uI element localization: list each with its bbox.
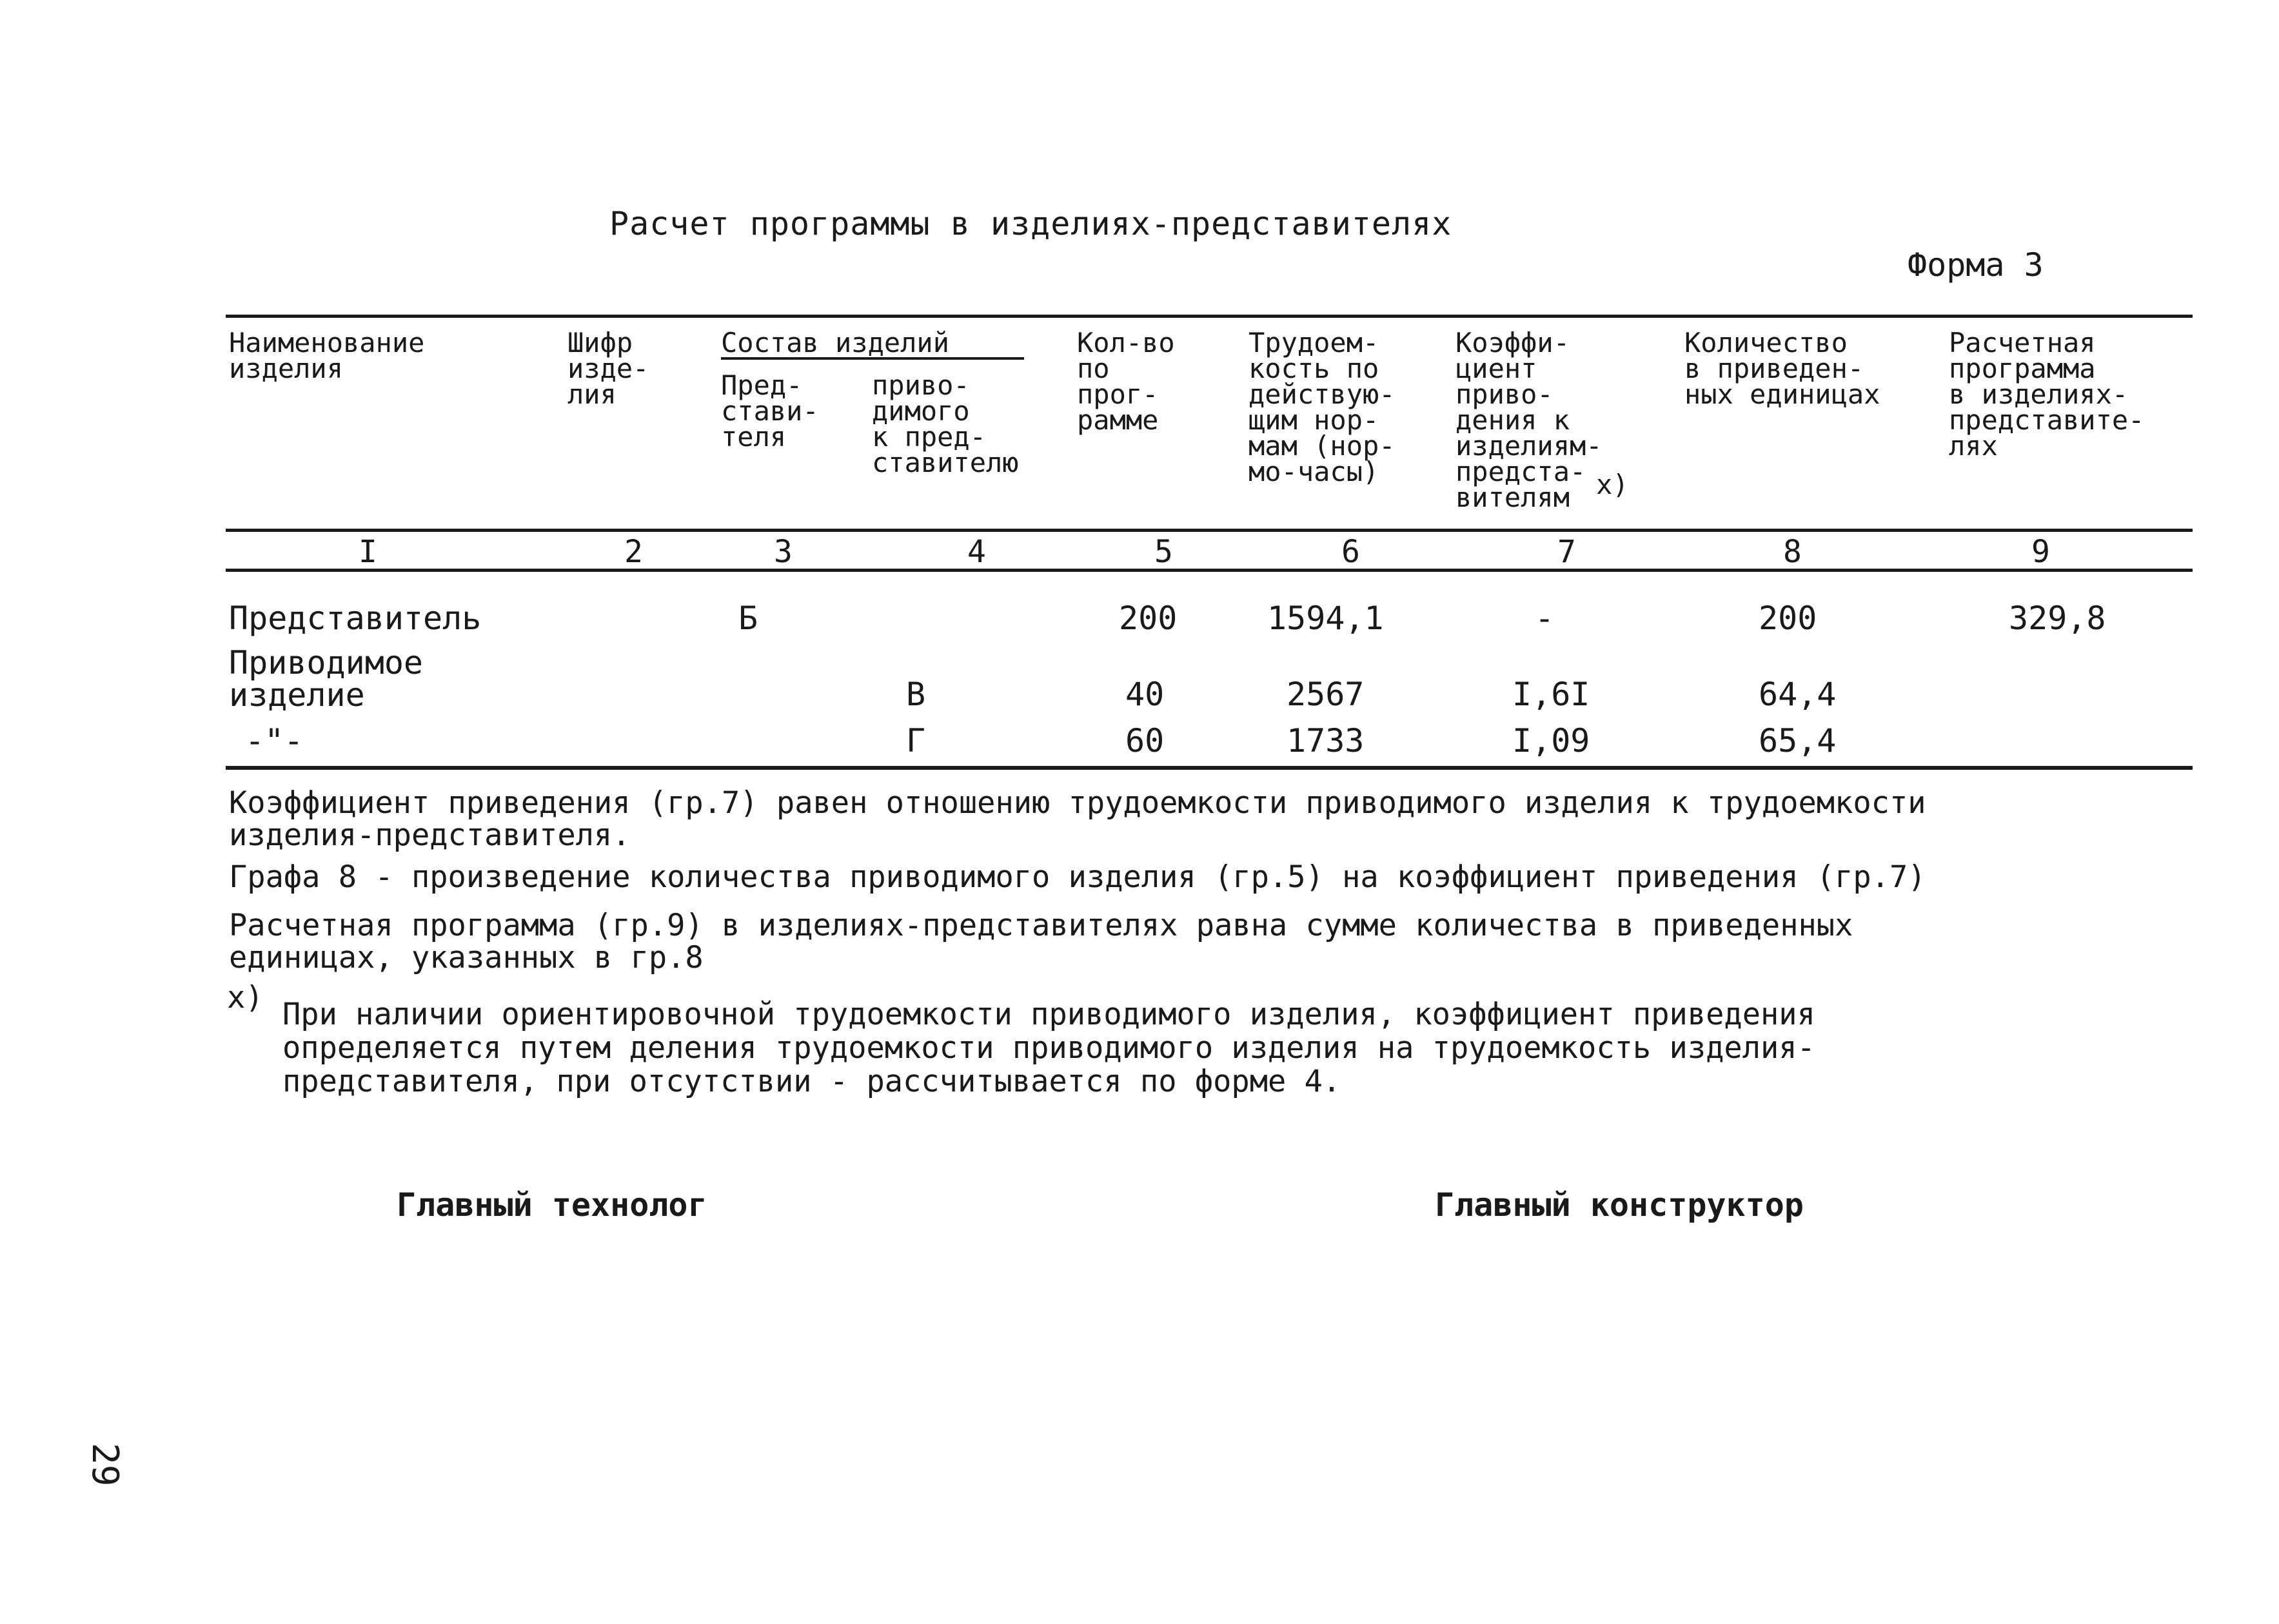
footnote-mark: х) <box>227 980 264 1015</box>
table-top-rule <box>226 315 2193 318</box>
note-program-line1: Расчетная программа (гр.9) в изделиях-представителях равна сумме количества в приведенных <box>229 908 1853 943</box>
note-program-line2: единицах, указанных в гр.8 <box>229 940 704 975</box>
header-program: Расчетная программа в изделиях- представите- лях <box>1949 327 2145 462</box>
table-bottom-rule <box>226 766 2193 770</box>
row3-name: -"- <box>245 722 304 759</box>
footnote-line1: При наличии ориентировочной трудоемкости приводимого изделия, коэффициент приведения <box>282 997 1815 1032</box>
row3-reduced-item: Г <box>906 722 926 759</box>
form-label: Форма 3 <box>1908 246 2044 284</box>
column-number-5: 5 <box>1154 534 1173 570</box>
header-code: Шифр изде- лия <box>567 327 649 410</box>
column-number-2: 2 <box>624 534 643 570</box>
header-quantity: Кол-во по прог- рамме <box>1077 327 1175 436</box>
signature-chief-designer: Главный конструктор <box>1435 1186 1804 1224</box>
footnote-line2: определяется путем деления трудоемкости приводимого изделия на трудоемкость изделия- <box>282 1030 1815 1066</box>
document-title: Расчет программы в изделиях-представителях <box>609 205 1452 242</box>
row2-coefficient: I,6I <box>1512 676 1590 713</box>
row2-name: Приводимое изделие <box>229 644 424 714</box>
header-labor: Трудоем- кость по действую- щим нор- мам (нор- мо-часы) <box>1248 327 1396 487</box>
row3-labor: 1733 <box>1287 722 1365 759</box>
header-reduced-units: Количество в приведен- ных единицах <box>1684 327 1880 410</box>
column-number-4: 4 <box>967 534 986 570</box>
row2-labor: 2567 <box>1287 676 1365 713</box>
row2-reduced-item: В <box>906 676 926 713</box>
numbers-bottom-rule <box>226 569 2193 572</box>
row3-coefficient: I,09 <box>1512 722 1590 759</box>
header-coefficient-footnote-mark: х) <box>1596 469 1629 500</box>
footnote-line3: представителя, при отсутствии - рассчитывается по форме 4. <box>282 1064 1341 1099</box>
column-number-9: 9 <box>2031 534 2050 570</box>
column-number-8: 8 <box>1783 534 1802 570</box>
note-column8: Графа 8 - произведение количества приводимого изделия (гр.5) на коэффициент приведения (гр.7) <box>229 859 1926 895</box>
page-number: 29 <box>84 1443 126 1487</box>
header-representative: Пред- стави- теля <box>721 369 819 453</box>
row3-reduced-units: 65,4 <box>1759 722 1837 759</box>
row1-quantity: 200 <box>1119 600 1178 637</box>
row1-reduced-units: 200 <box>1759 600 1817 637</box>
row2-quantity: 40 <box>1125 676 1165 713</box>
column-number-1: I <box>359 534 377 570</box>
row1-name: Представитель <box>229 600 482 637</box>
header-name: Наименование изделия <box>229 327 425 384</box>
signature-chief-technologist: Главный технолог <box>397 1186 707 1224</box>
row1-program: 329,8 <box>2009 600 2106 637</box>
row1-representative: Б <box>738 600 758 637</box>
note-coefficient-line2: изделия-представителя. <box>229 817 631 853</box>
note-coefficient-line1: Коэффициент приведения (гр.7) равен отношению трудоемкости приводимого изделия к трудоемкости <box>229 785 1926 821</box>
column-number-7: 7 <box>1557 534 1576 570</box>
header-coefficient: Коэффи- циент приво- дения к изделиям- предста- вителям <box>1455 327 1603 513</box>
header-group-composition: Состав изделий <box>721 330 1024 360</box>
row3-quantity: 60 <box>1125 722 1165 759</box>
column-number-3: 3 <box>774 534 793 570</box>
header-bottom-rule <box>226 529 2193 532</box>
header-reduced-item: приво- димого к пред- ставителю <box>872 369 1019 478</box>
column-number-6: 6 <box>1341 534 1360 570</box>
row1-coefficient: - <box>1535 600 1555 637</box>
row2-reduced-units: 64,4 <box>1759 676 1837 713</box>
row1-labor: 1594,1 <box>1267 600 1384 637</box>
